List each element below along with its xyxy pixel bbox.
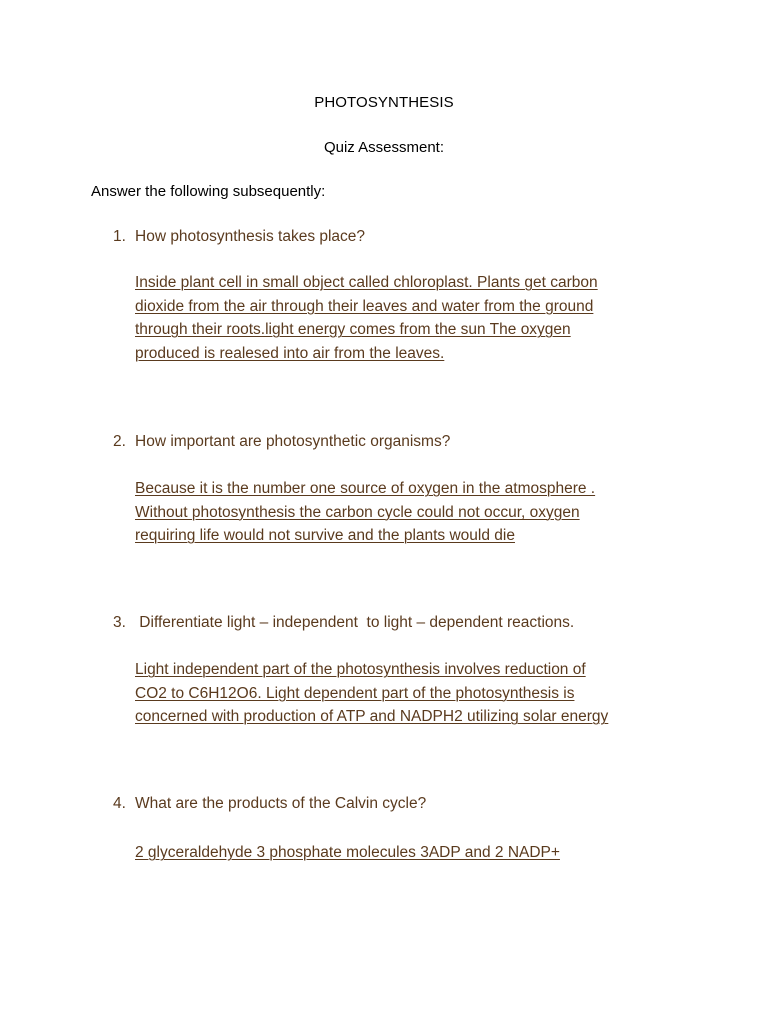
question-3 xyxy=(113,614,574,632)
answer-line: Without photosynthesis the carbon cycle could not occur, oxygen xyxy=(135,503,580,521)
question-2 xyxy=(113,433,450,451)
question-number: 2. xyxy=(113,433,126,450)
document-title: PHOTOSYNTHESIS xyxy=(314,94,454,111)
question-text: Differentiate light – independent to light – dependent reactions. xyxy=(135,614,575,631)
question-1 xyxy=(113,228,365,246)
answer-line: CO2 to C6H12O6. Light dependent part of the photosynthesis is xyxy=(135,684,575,702)
question-text: How important are photosynthetic organisms? xyxy=(135,433,451,450)
answer-line: concerned with production of ATP and NADPH2 utilizing solar energy xyxy=(135,708,609,725)
answer-2 xyxy=(135,477,695,548)
answer-line: Light independent part of the photosynthesis involves reduction of xyxy=(135,661,586,678)
answer-line: dioxide from the air through their leaves and water from the ground xyxy=(135,297,594,315)
question-number: 1. xyxy=(113,228,126,245)
document-subtitle: Quiz Assessment: xyxy=(323,139,445,156)
question-number: 4. xyxy=(113,795,126,812)
answer-3 xyxy=(135,658,695,729)
question-4 xyxy=(113,795,426,813)
answer-1 xyxy=(135,271,695,365)
question-text: What are the products of the Calvin cycle? xyxy=(135,795,427,812)
answer-4 xyxy=(135,841,695,865)
answer-line: Because it is the number one source of oxygen in the atmosphere . xyxy=(135,480,596,497)
answer-line: through their roots.light energy comes from the sun The oxygen xyxy=(135,321,571,338)
answer-line: Inside plant cell in small object called chloroplast. Plants get carbon xyxy=(135,274,598,291)
answer-line: produced is realesed into air from the leaves. xyxy=(135,344,445,362)
question-text: How photosynthesis takes place? xyxy=(135,228,366,245)
instruction-text: Answer the following subsequently: xyxy=(91,183,326,200)
answer-line: 2 glyceraldehyde 3 phosphate molecules 3ADP and 2 NADP+ xyxy=(135,844,560,861)
question-number: 3. xyxy=(113,614,126,631)
answer-line: requiring life would not survive and the plants would die xyxy=(135,527,515,544)
